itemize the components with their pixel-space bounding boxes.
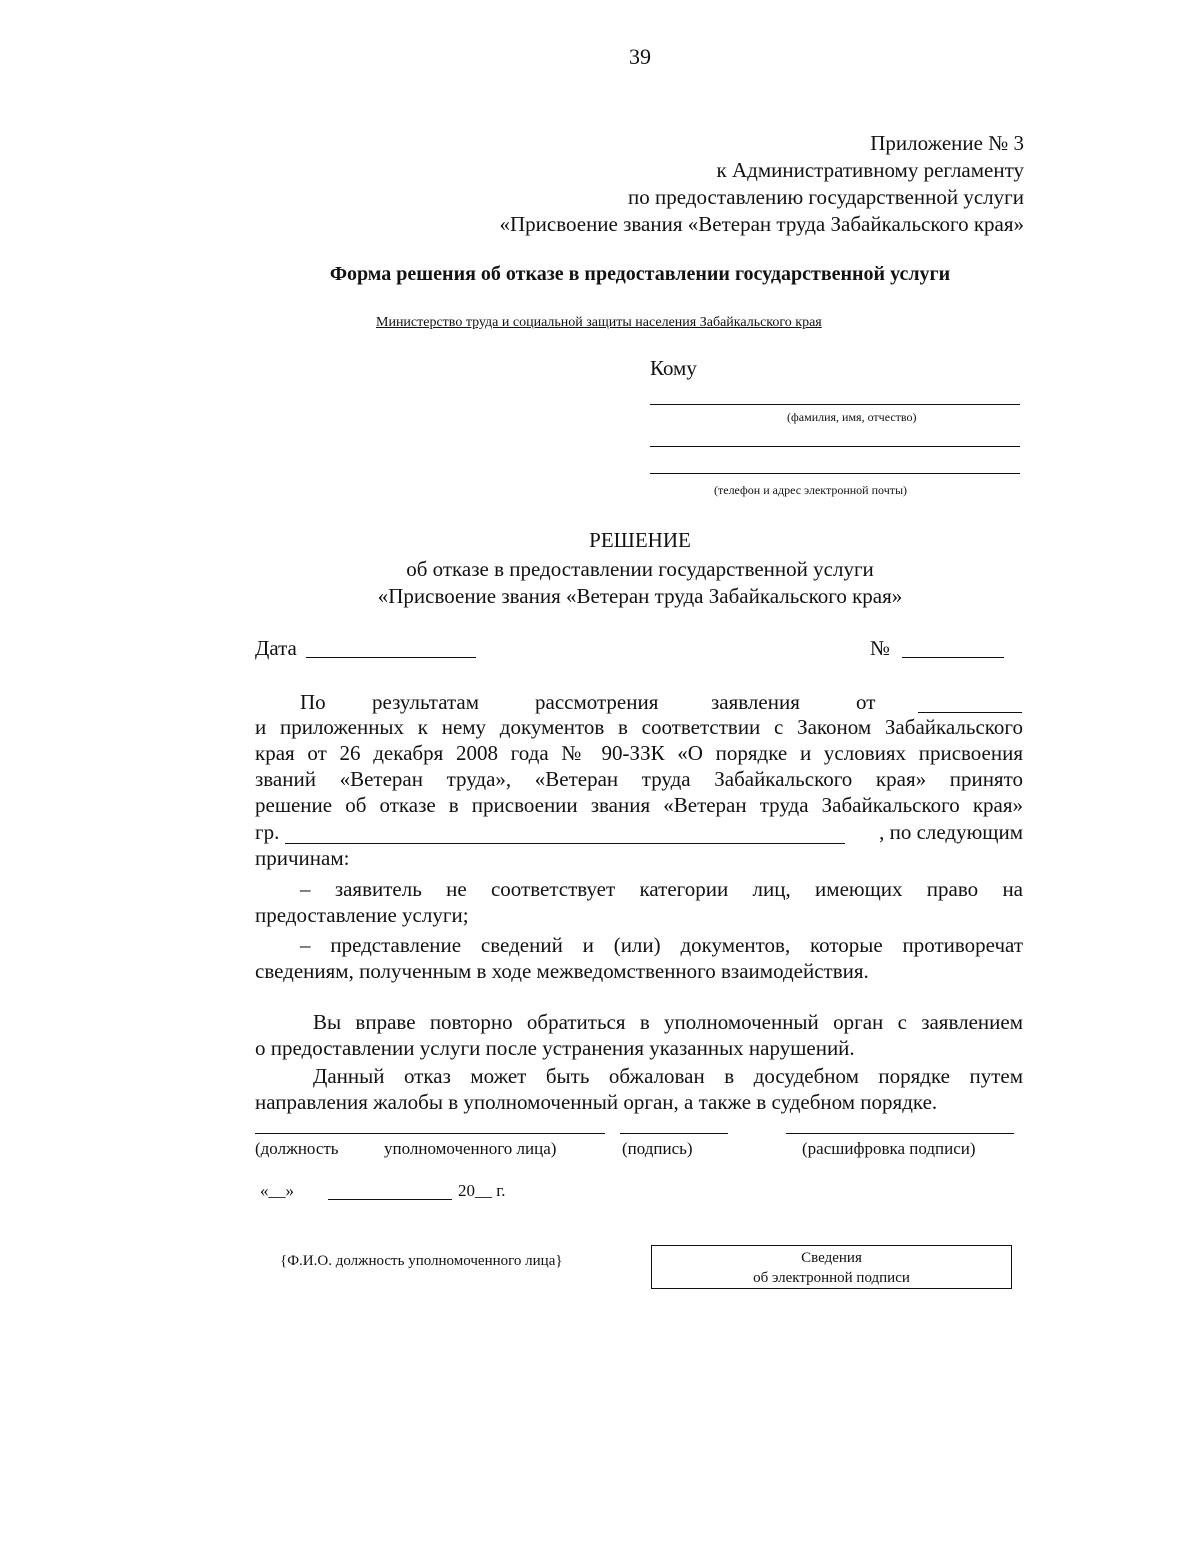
reasons-intro: причинам: [255,846,350,870]
para-word-1: По [300,690,326,714]
para-word-2: результатам [372,690,480,714]
official-fio-note: {Ф.И.О. должность уполномоченного лица} [280,1253,563,1269]
annex-line-3: по предоставлению государственной услуги [628,185,1024,209]
position-caption-2: уполномоченного лица) [384,1139,557,1158]
date-line [306,657,476,658]
page-number: 39 [629,44,651,69]
reason-1-line-2: предоставление услуги; [255,903,469,927]
decode-caption: (расшифровка подписи) [802,1139,976,1158]
recipient-fio-line [650,404,1020,405]
number-label: № [870,636,891,660]
para-line-3: края от 26 декабря 2008 года № 90-ЗЗК «О порядке и условиях присвоения [255,741,1023,765]
citizen-prefix: гр. [255,820,280,844]
recipient-contact-caption: (телефон и адрес электронной почты) [714,483,908,497]
para-word-5: от [856,690,876,714]
form-title: Форма решения об отказе в предоставлении государственной услуги [329,263,951,285]
annex-line-2: к Административному регламенту [716,158,1024,182]
notice-block [255,1009,1023,1115]
application-date-line [918,712,1022,713]
para-word-3: рассмотрения [535,690,659,714]
recipient-label: Кому [650,356,697,380]
signature-line [620,1133,728,1134]
recipient-contact-line [650,473,1020,474]
notice-1-line-1: Вы вправе повторно обратиться в уполномоченный орган с заявлением [313,1010,1023,1034]
para-word-4: заявления [711,690,800,714]
electronic-signature-box [651,1245,1012,1289]
reasons-list [255,876,1023,984]
date-month-line [328,1199,452,1200]
annex-line-4: «Присвоение звания «Ветеран труда Забайкальского края» [499,212,1024,236]
notice-2-line-2: направления жалобы в уполномоченный орган, а также в судебном порядке. [255,1090,938,1114]
decision-subtitle-1: об отказе в предоставлении государственной услуги [406,557,874,581]
recipient-extra-line [650,446,1020,447]
citizen-name-line [285,843,845,844]
ministry-name: Министерство труда и социальной защиты населения Забайкальского края [376,315,822,330]
signature-caption: (подпись) [622,1139,693,1158]
decode-sign-line [786,1133,1014,1134]
decision-subtitle-2: «Присвоение звания «Ветеран труда Забайкальского края» [377,584,903,608]
position-caption-1: (должность [255,1139,339,1158]
paragraph-body [255,714,1023,818]
recipient-fio-caption: (фамилия, имя, отчество) [787,410,917,424]
notice-2-line-1: Данный отказ может быть обжалован в досудебном порядке путем [313,1064,1023,1088]
esign-line-1: Сведения [801,1250,862,1266]
date-day-quote: «__» [260,1181,294,1200]
para-line-4: званий «Ветеран труда», «Ветеран труда Забайкальского края» принято [255,767,1023,791]
citizen-suffix: , по следующим [879,820,1023,844]
para-line-5: решение об отказе в присвоении звания «Ветеран труда Забайкальского края» [255,793,1023,817]
notice-1-line-2: о предоставлении услуги после устранения указанных нарушений. [255,1036,855,1060]
reason-2-line-1: – представление сведений и (или) документов, которые противоречат [300,933,1023,957]
reason-1-line-1: – заявитель не соответствует категории лиц, имеющих право на [300,877,1023,901]
para-line-2: и приложенных к нему документов в соответствии с Законом Забайкальского [255,715,1023,739]
reason-2-line-2: сведениям, полученным в ходе межведомственного взаимодействия. [255,959,869,983]
annex-line-1: Приложение № 3 [870,131,1024,155]
decision-title: РЕШЕНИЕ [589,528,691,552]
date-year: 20__ г. [458,1181,506,1200]
esign-line-2: об электронной подписи [753,1270,910,1286]
annex-header [500,130,1025,238]
number-line [902,657,1004,658]
date-label: Дата [255,636,297,660]
position-sign-line [255,1133,605,1134]
